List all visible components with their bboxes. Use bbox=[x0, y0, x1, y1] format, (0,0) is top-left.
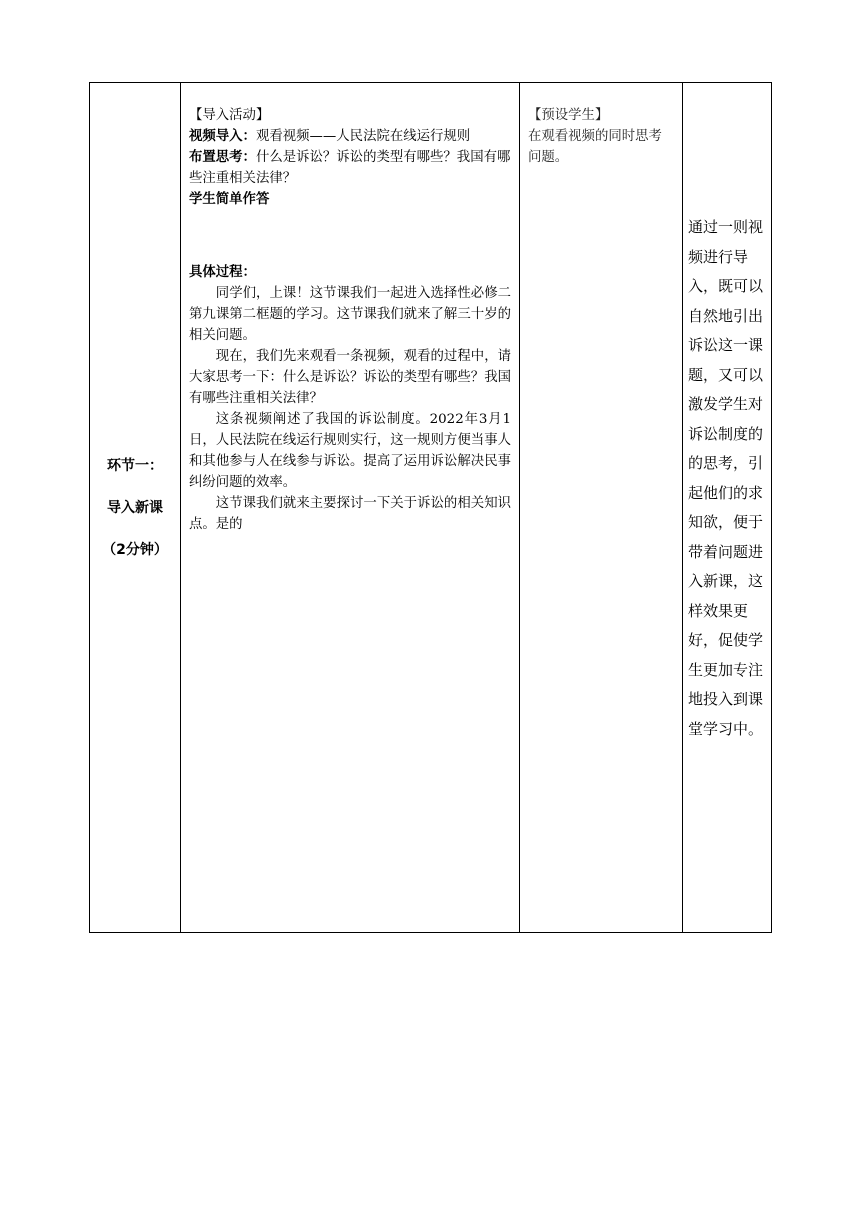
table-row bbox=[90, 83, 772, 933]
lesson-plan-table bbox=[89, 82, 772, 933]
stage-title: 环节一： bbox=[107, 457, 163, 474]
process-paragraph: 同学们，上课！这节课我们一起进入选择性必修二第九课第二框题的学习。这节课我们就来了解三十岁的相关问题。 bbox=[189, 286, 511, 343]
student-text: 在观看视频的同时思考问题。 bbox=[528, 129, 662, 165]
process-paragraph: 这条视频阐述了我国的诉讼制度。2022年3月1日，人民法院在线运行规则实行，这一规则方便当事人和其他参与人在线参与诉讼。提高了运用诉讼解决民事纠纷问题的效率。 bbox=[189, 412, 511, 490]
video-label: 视频导入： bbox=[189, 129, 256, 144]
video-text: 观看视频——人民法院在线运行规则 bbox=[255, 129, 471, 144]
design-intent-cell bbox=[683, 83, 772, 933]
process-paragraph: 这节课我们就来主要探讨一下关于诉讼的相关知识点。是的 bbox=[189, 496, 511, 532]
stage-duration: （2分钟） bbox=[102, 541, 168, 558]
activity-header: 【导入活动】 bbox=[189, 108, 270, 123]
teaching-content-cell bbox=[181, 83, 520, 933]
stage-cell bbox=[90, 83, 181, 933]
answer-note: 学生简单作答 bbox=[189, 192, 270, 207]
think-text: 什么是诉讼？诉讼的类型有哪些？我国有哪些注重相关法律？ bbox=[189, 150, 511, 186]
think-label: 布置思考： bbox=[189, 150, 256, 165]
design-intent-text: 通过一则视频进行导入，既可以自然地引出诉讼这一课题，又可以激发学生对诉讼制度的的思考，引起他们的求知欲，便于带着问题进入新课，这样效果更好，促使学生更加专注地投入到课堂学习中。 bbox=[688, 218, 764, 738]
process-paragraph: 现在，我们先来观看一条视频，观看的过程中，请大家思考一下：什么是诉讼？诉讼的类型有哪些？我国有哪些注重相关法律？ bbox=[189, 349, 511, 406]
student-activity-cell bbox=[520, 83, 683, 933]
stage-name: 导入新课 bbox=[107, 499, 163, 516]
student-header: 【预设学生】 bbox=[528, 108, 609, 123]
process-label: 具体过程： bbox=[189, 265, 256, 280]
